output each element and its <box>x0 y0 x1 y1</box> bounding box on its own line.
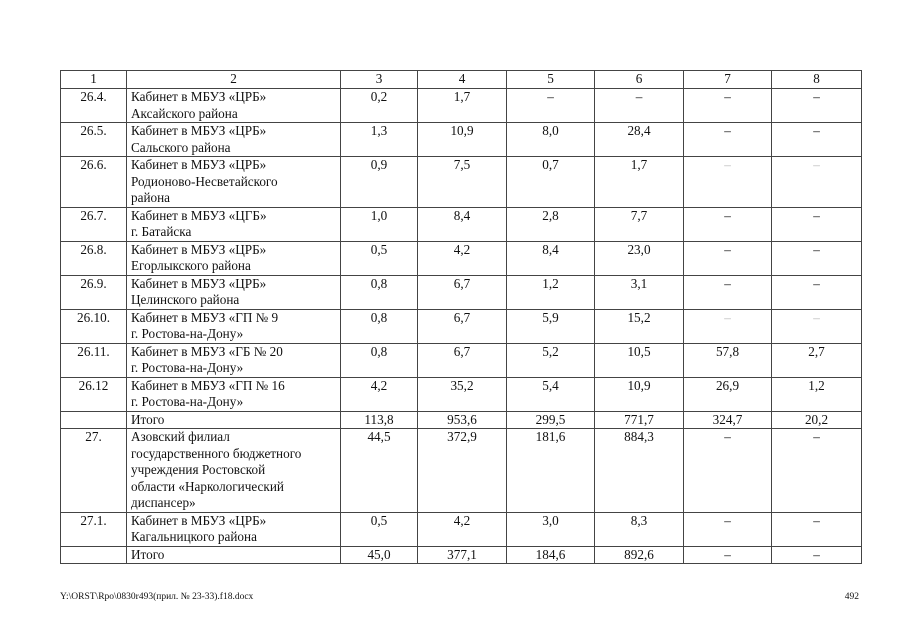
column-header: 3 <box>341 71 418 89</box>
row-number: 26.6. <box>61 157 127 208</box>
row-number: 26.10. <box>61 309 127 343</box>
cell-col-8: 20,2 <box>772 411 862 429</box>
row-name: Кабинет в МБУЗ «ЦРБ» Егорлыкского района <box>127 241 341 275</box>
cell-col-7: – <box>684 275 772 309</box>
cell-col-8: – <box>772 207 862 241</box>
cell-col-4: 7,5 <box>418 157 507 208</box>
cell-col-3: 0,5 <box>341 512 418 546</box>
cell-col-6: 15,2 <box>595 309 684 343</box>
column-header: 5 <box>507 71 595 89</box>
cell-col-5: 181,6 <box>507 429 595 513</box>
row-name: Итого <box>127 546 341 564</box>
row-name: Кабинет в МБУЗ «ЦГБ» г. Батайска <box>127 207 341 241</box>
row-number <box>61 546 127 564</box>
cell-col-6: 7,7 <box>595 207 684 241</box>
cell-col-8: – <box>772 241 862 275</box>
cell-col-8: – <box>772 89 862 123</box>
row-number <box>61 411 127 429</box>
table-row <box>61 123 862 157</box>
cell-col-5: 1,2 <box>507 275 595 309</box>
row-name: Кабинет в МБУЗ «ГП № 9 г. Ростова-на-Дону» <box>127 309 341 343</box>
cell-col-6: 8,3 <box>595 512 684 546</box>
cell-col-8: – <box>772 429 862 513</box>
cell-col-4: 35,2 <box>418 377 507 411</box>
cell-col-4: 4,2 <box>418 512 507 546</box>
cell-col-4: 4,2 <box>418 241 507 275</box>
row-number: 26.7. <box>61 207 127 241</box>
cell-col-7: – <box>684 309 772 343</box>
cell-col-8: – <box>772 275 862 309</box>
row-name: Азовский филиал государственного бюджетного учреждения Ростовской области «Наркологический диспансер» <box>127 429 341 513</box>
cell-col-8: – <box>772 512 862 546</box>
cell-col-7: – <box>684 207 772 241</box>
row-name: Кабинет в МБУЗ «ЦРБ» Сальского района <box>127 123 341 157</box>
row-number: 26.5. <box>61 123 127 157</box>
cell-col-7: – <box>684 512 772 546</box>
cell-col-3: 0,9 <box>341 157 418 208</box>
cell-col-3: 0,8 <box>341 343 418 377</box>
cell-col-5: 8,4 <box>507 241 595 275</box>
cell-col-3: 44,5 <box>341 429 418 513</box>
row-number: 26.11. <box>61 343 127 377</box>
cell-col-6: 884,3 <box>595 429 684 513</box>
cell-col-7: 26,9 <box>684 377 772 411</box>
cell-col-8: – <box>772 546 862 564</box>
cell-col-4: 1,7 <box>418 89 507 123</box>
column-header: 2 <box>127 71 341 89</box>
column-header: 7 <box>684 71 772 89</box>
cell-col-6: – <box>595 89 684 123</box>
column-header: 8 <box>772 71 862 89</box>
cell-col-8: 2,7 <box>772 343 862 377</box>
cell-col-5: 2,8 <box>507 207 595 241</box>
table-row <box>61 377 862 411</box>
cell-col-6: 28,4 <box>595 123 684 157</box>
column-header: 1 <box>61 71 127 89</box>
table-row <box>61 309 862 343</box>
data-table <box>60 70 862 564</box>
cell-col-5: – <box>507 89 595 123</box>
cell-col-3: 113,8 <box>341 411 418 429</box>
table-row <box>61 343 862 377</box>
cell-col-6: 10,5 <box>595 343 684 377</box>
row-number: 26.9. <box>61 275 127 309</box>
cell-col-3: 0,5 <box>341 241 418 275</box>
header-row <box>61 71 862 89</box>
cell-col-8: 1,2 <box>772 377 862 411</box>
cell-col-4: 8,4 <box>418 207 507 241</box>
row-name: Кабинет в МБУЗ «ЦРБ» Кагальницкого района <box>127 512 341 546</box>
cell-col-7: 57,8 <box>684 343 772 377</box>
row-name: Итого <box>127 411 341 429</box>
cell-col-6: 892,6 <box>595 546 684 564</box>
cell-col-4: 6,7 <box>418 309 507 343</box>
table-row <box>61 89 862 123</box>
row-name: Кабинет в МБУЗ «ЦРБ» Родионово-Несветайского района <box>127 157 341 208</box>
cell-col-5: 5,4 <box>507 377 595 411</box>
row-name: Кабинет в МБУЗ «ГП № 16 г. Ростова-на-Дону» <box>127 377 341 411</box>
cell-col-6: 23,0 <box>595 241 684 275</box>
row-name: Кабинет в МБУЗ «ЦРБ» Целинского района <box>127 275 341 309</box>
cell-col-3: 45,0 <box>341 546 418 564</box>
row-name: Кабинет в МБУЗ «ЦРБ» Аксайского района <box>127 89 341 123</box>
cell-col-6: 1,7 <box>595 157 684 208</box>
cell-col-4: 6,7 <box>418 343 507 377</box>
cell-col-7: – <box>684 123 772 157</box>
cell-col-5: 5,9 <box>507 309 595 343</box>
cell-col-6: 10,9 <box>595 377 684 411</box>
cell-col-4: 10,9 <box>418 123 507 157</box>
table-row <box>61 241 862 275</box>
cell-col-6: 3,1 <box>595 275 684 309</box>
cell-col-7: 324,7 <box>684 411 772 429</box>
cell-col-7: – <box>684 546 772 564</box>
row-name: Кабинет в МБУЗ «ГБ № 20 г. Ростова-на-Дону» <box>127 343 341 377</box>
table-row <box>61 546 862 564</box>
row-number: 26.4. <box>61 89 127 123</box>
cell-col-7: – <box>684 429 772 513</box>
cell-col-4: 953,6 <box>418 411 507 429</box>
cell-col-3: 4,2 <box>341 377 418 411</box>
cell-col-5: 3,0 <box>507 512 595 546</box>
row-number: 26.8. <box>61 241 127 275</box>
cell-col-6: 771,7 <box>595 411 684 429</box>
table-row <box>61 275 862 309</box>
footer-file-path: Y:\ORST\Rpo\0830r493(прил. № 23-33).f18.docx <box>60 592 254 602</box>
cell-col-5: 0,7 <box>507 157 595 208</box>
cell-col-3: 1,3 <box>341 123 418 157</box>
cell-col-5: 5,2 <box>507 343 595 377</box>
cell-col-5: 299,5 <box>507 411 595 429</box>
cell-col-4: 6,7 <box>418 275 507 309</box>
cell-col-7: – <box>684 157 772 208</box>
table-row <box>61 411 862 429</box>
cell-col-3: 0,8 <box>341 309 418 343</box>
row-number: 27. <box>61 429 127 513</box>
table-row <box>61 512 862 546</box>
cell-col-8: – <box>772 123 862 157</box>
cell-col-7: – <box>684 241 772 275</box>
column-header: 4 <box>418 71 507 89</box>
column-header: 6 <box>595 71 684 89</box>
cell-col-8: – <box>772 309 862 343</box>
row-number: 27.1. <box>61 512 127 546</box>
row-number: 26.12 <box>61 377 127 411</box>
cell-col-5: 184,6 <box>507 546 595 564</box>
cell-col-5: 8,0 <box>507 123 595 157</box>
cell-col-8: – <box>772 157 862 208</box>
table-row <box>61 429 862 513</box>
cell-col-4: 372,9 <box>418 429 507 513</box>
cell-col-4: 377,1 <box>418 546 507 564</box>
cell-col-3: 1,0 <box>341 207 418 241</box>
cell-col-3: 0,8 <box>341 275 418 309</box>
cell-col-7: – <box>684 89 772 123</box>
table-row <box>61 157 862 208</box>
table-row <box>61 207 862 241</box>
page-number: 492 <box>844 592 859 602</box>
cell-col-3: 0,2 <box>341 89 418 123</box>
